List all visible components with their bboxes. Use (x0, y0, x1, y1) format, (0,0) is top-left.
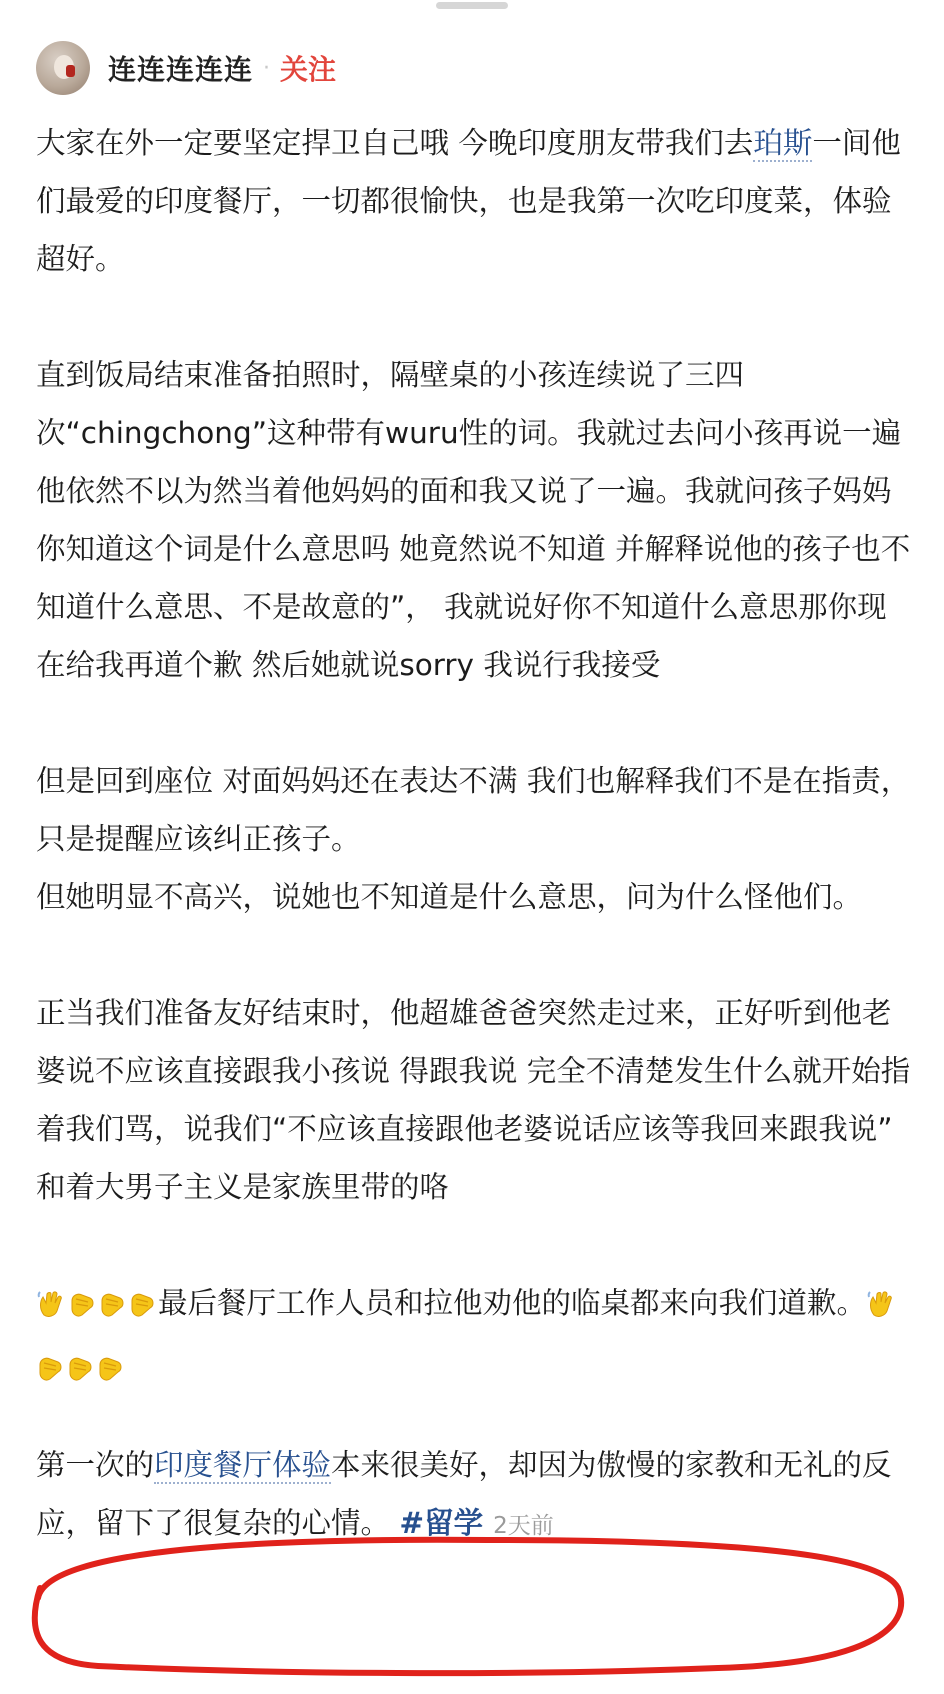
clapping-hands-emoji (36, 1344, 64, 1402)
avatar[interactable] (36, 41, 90, 95)
paragraph-7: 第一次的印度餐厅体验本来很美好，却因为傲慢的家教和无礼的反应，留下了很复杂的心情。 #留学 2天前 (36, 1448, 892, 1540)
hashtag-link[interactable]: #留学 (399, 1506, 484, 1540)
clapping-hands-emoji (96, 1344, 124, 1402)
paragraph-1: 大家在外一定要坚定捍卫自己哦 今晚印度朋友带我们去珀斯一间他们最爱的印度餐厅，一切都很愉快，也是我第一次吃印度菜，体验超好。 (36, 126, 901, 276)
clapping-hands-emoji (68, 1280, 96, 1338)
username[interactable]: 连连连连连 (108, 53, 254, 86)
topic-link[interactable]: 印度餐厅体验 (154, 1448, 332, 1482)
clapping-hands-emoji (66, 1344, 94, 1402)
waving-hand-emoji (36, 1280, 66, 1338)
follow-button[interactable]: 关注 (280, 53, 337, 86)
paragraph-2: 直到饭局结束准备拍照时，隔壁桌的小孩连续说了三四次“chingchong”这种带有wuru性的词。我就过去问小孩再说一遍 他依然不以为然当着他妈妈的面和我又说了一遍。我就问孩子妈妈你知道这个词是什么意思吗 她竟然说不知道 并解释说他的孩子也不知道什么意思、不是故意的”， 我就说好你不知道什么意思那你现在给我再道个歉 然后她就说sorry 我说行我接受 (36, 358, 911, 682)
separator-dot: · (263, 55, 271, 81)
location-link[interactable]: 珀斯 (753, 126, 813, 160)
post-time: 2天前 (493, 1513, 554, 1539)
post-header (36, 40, 896, 96)
paragraph-5: 正当我们准备友好结束时，他超雄爸爸突然走过来，正好听到他老婆说不应该直接跟我小孩说 得跟我说 完全不清楚发生什么就开始指着我们骂，说我们“不应该直接跟他老婆说话应该等我回来跟我说” 和着大男子主义是家族里带的咯 (36, 996, 911, 1204)
paragraph-4: 但她明显不高兴，说她也不知道是什么意思，问为什么怪他们。 (36, 880, 863, 914)
paragraph-3: 但是回到座位 对面妈妈还在表达不满 我们也解释我们不是在指责，只是提醒应该纠正孩子。 (36, 764, 911, 856)
clapping-hands-emoji (128, 1280, 156, 1338)
waving-hand-emoji (866, 1280, 896, 1338)
paragraph-6: 最后餐厅工作人员和拉他劝他的临桌都来向我们道歉。 (36, 1274, 916, 1402)
clapping-hands-emoji (98, 1280, 126, 1338)
drag-handle[interactable] (436, 2, 508, 9)
post-body (36, 114, 916, 1555)
